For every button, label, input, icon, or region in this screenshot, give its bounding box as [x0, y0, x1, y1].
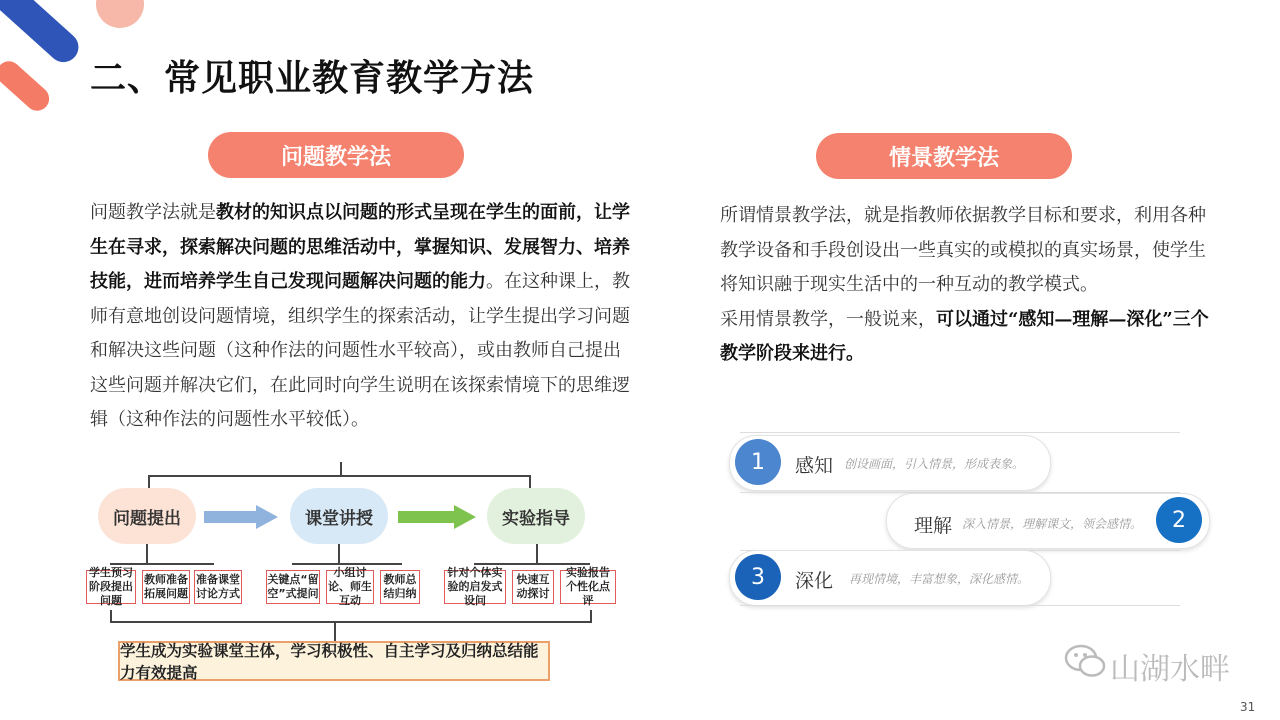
outcome-box: 学生成为实验课堂主体，学习积极性、自主学习及归纳总结能力有效提高: [118, 641, 550, 681]
connector-line: [292, 563, 402, 565]
page-number: 31: [1240, 700, 1256, 714]
step-label-deepen: 深化: [795, 570, 834, 592]
diagram-box: 学生预习阶段提出问题: [86, 570, 136, 604]
decorative-salmon-stripe: [0, 56, 54, 115]
situational-method-paragraph: [720, 199, 1210, 372]
step-desc-perceive: 创设画面，引入情景，形成表象。: [844, 457, 1025, 471]
decorative-blue-stripe: [0, 0, 85, 68]
situational-method-text-2: 采用情景教学，一般说来，: [720, 308, 936, 330]
step-label-perceive: 感知: [795, 455, 834, 477]
wechat-icon: [1064, 642, 1108, 680]
connector-line: [536, 544, 538, 564]
stage-problem-oval: 问题提出: [98, 488, 196, 544]
problem-method-text-bold: 教材的知识点以问题的形式呈现在学生的面前，让学生在寻求，探索解决问题的思维活动中，掌握知识、发展智力、培养技能，进而培养学生自己发现问题解决问题的能力: [90, 202, 630, 292]
situational-method-text-bold: 可以通过“感知—理解—深化”三个教学阶段来进行。: [720, 308, 1209, 364]
problem-method-pill: 问题教学法: [208, 132, 464, 178]
connector-line: [146, 544, 148, 564]
diagram-box: 实验报告个性化点评: [560, 570, 616, 604]
connector-line: [334, 621, 336, 641]
connector-line: [340, 462, 342, 476]
step-desc-deepen: 再现情境，丰富想象，深化感情。: [849, 572, 1030, 586]
step-number-1: 1: [735, 439, 781, 485]
connector-line: [110, 621, 592, 623]
connector-line: [474, 563, 590, 565]
diagram-box: 教师总结归纳: [380, 570, 420, 604]
step-number-3: 3: [735, 554, 781, 600]
step-number-2: 2: [1156, 497, 1202, 543]
diagram-box: 针对个体实验的启发式设问: [444, 570, 506, 604]
stage-experiment-oval: 实验指导: [487, 488, 585, 544]
divider-line: [740, 605, 1180, 606]
blue-arrow-icon: [204, 505, 278, 529]
page-title: 二、常见职业教育教学方法: [90, 57, 535, 99]
stage-lecture-oval: 课堂讲授: [290, 488, 388, 544]
watermark-text: 山湖水畔: [1110, 652, 1230, 687]
step-label-understand: 理解: [914, 515, 953, 537]
divider-line: [740, 432, 1180, 433]
diagram-box: 小组讨论、师生互动: [328, 566, 372, 607]
situational-method-pill: 情景教学法: [816, 133, 1072, 179]
connector-line: [338, 544, 340, 564]
situational-method-text-1: 所谓情景教学法，就是指教师依据教学目标和要求，利用各种教学设备和手段创设出一些真实的或模拟的真实场景，使学生将知识融于现实生活中的一种互动的教学模式。: [720, 205, 1206, 295]
connector-line: [148, 475, 150, 489]
diagram-box: 快速互动探讨: [512, 570, 554, 604]
green-arrow-icon: [398, 505, 476, 529]
connector-line: [110, 563, 214, 565]
diagram-box: 关键点“留空”式提问: [266, 570, 320, 604]
connector-line: [148, 475, 530, 477]
situational-method-text-2-wrap: [720, 303, 1210, 372]
problem-method-paragraph: [90, 196, 630, 438]
step-desc-understand: 深入情景，理解课文，领会感情。: [962, 517, 1143, 531]
decorative-pink-circle: [96, 0, 144, 28]
diagram-box: 教师准备拓展问题: [142, 570, 190, 604]
diagram-box: 准备课堂讨论方式: [194, 570, 242, 604]
connector-line: [529, 475, 531, 489]
problem-method-text-2: 。在这种课上，教师有意地创设问题情境，组织学生的探索活动，让学生提出学习问题和解决这些问题（这种作法的问题性水平较高），或由教师自己提出这些问题并解决它们，在此同时向学生说明在该探索情境下的思维逻辑（这种作法的问题性水平较低）。: [90, 271, 630, 430]
problem-method-text-1: 问题教学法就是: [90, 202, 216, 223]
